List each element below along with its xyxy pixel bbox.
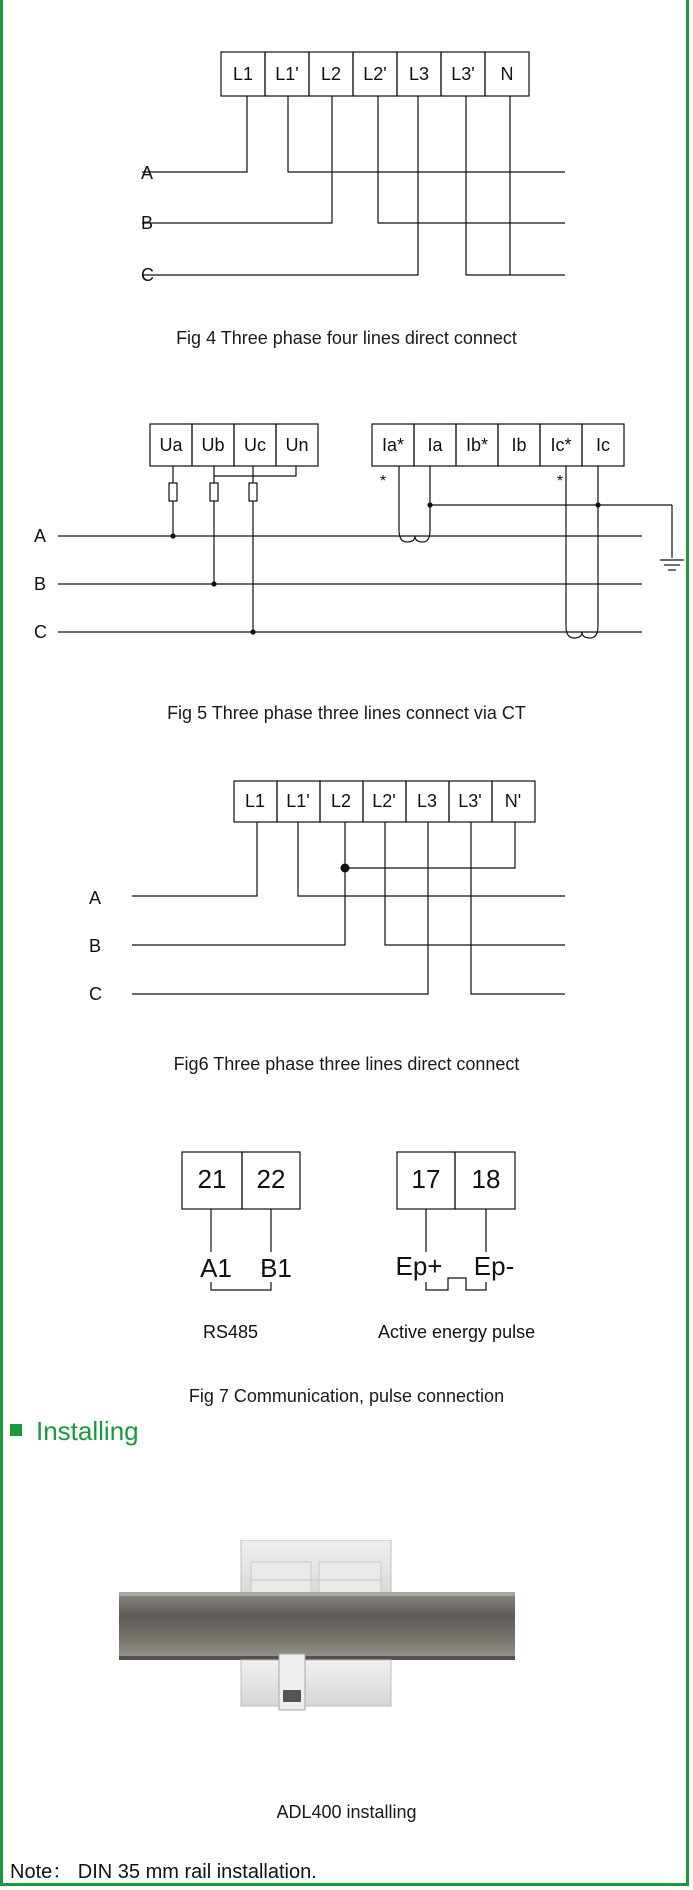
fig6-terminal-label: N' (504, 791, 522, 811)
fig5-current-label: Ib* (465, 435, 489, 455)
fig4-terminal-label: L1 (232, 64, 254, 84)
fig5-polarity-mark: * (379, 473, 387, 490)
pulse-signal-label: Ep+ (395, 1251, 443, 1281)
fig5-current-label: Ia (427, 435, 443, 455)
fig5-phase-label: B (34, 574, 47, 594)
fig4-terminal-label: L2 (320, 64, 342, 84)
fig4-terminal-label: N (500, 64, 514, 84)
fig4-terminal-label: L1' (275, 64, 299, 84)
din-rail (119, 1592, 515, 1660)
fig5-voltage-label: Uc (244, 435, 266, 455)
fig6-phase-label: A (89, 888, 102, 908)
rs485-signal-label: B1 (260, 1253, 292, 1283)
fig5-current-block (372, 424, 624, 466)
fig6-terminal-label: L3' (458, 791, 482, 811)
fig4-terminal-label: L3 (408, 64, 430, 84)
fig5-polarity-mark: * (556, 473, 564, 490)
fig5-voltage-wires (169, 466, 296, 632)
rs485-signal-label: A1 (200, 1253, 232, 1283)
fig4-caption: Fig 4 Three phase four lines direct connect (176, 328, 517, 348)
fig4-terminal-label: L2' (363, 64, 387, 84)
photo-caption: ADL400 installing (276, 1802, 417, 1822)
fig4-phase-label: C (141, 265, 154, 285)
fig5-phase-label: A (34, 526, 47, 546)
rs485-terminal-number: 21 (197, 1164, 227, 1194)
fig4-terminal-label: L3' (451, 64, 475, 84)
fig4-wires (142, 96, 565, 275)
fig6-terminal-label: L1 (244, 791, 266, 811)
pulse-signal-label: Ep- (473, 1251, 515, 1281)
installing-heading (10, 1416, 139, 1447)
fig6-wires (132, 822, 565, 994)
fig6-phase-label: B (89, 936, 102, 956)
din-rail-installation-photo (119, 1540, 515, 1715)
fig6-caption: Fig6 Three phase three lines direct connect (173, 1054, 520, 1074)
fig4-phase-label: B (141, 213, 154, 233)
fig5-bus-lines (58, 536, 642, 632)
fig5-voltage-label: Un (285, 435, 309, 455)
fig6-terminal-label: L3 (416, 791, 438, 811)
fig5-voltage-label: Ub (201, 435, 225, 455)
fig5-current-label: Ic* (550, 435, 572, 455)
fig5-caption: Fig 5 Three phase three lines connect via CT (167, 703, 526, 723)
pulse-terminal-number: 18 (471, 1164, 501, 1194)
device-bottom (241, 1654, 391, 1710)
fig5-phase-label: C (34, 622, 47, 642)
fig6-terminal-label: L2' (372, 791, 396, 811)
fig6-phase-label: C (89, 984, 102, 1004)
fig4-phase-label: A (141, 163, 154, 183)
rs485-terminal-number: 22 (256, 1164, 286, 1194)
fig5-current-label: Ic (595, 435, 611, 455)
fig7-caption: Fig 7 Communication, pulse connection (188, 1386, 505, 1406)
fig6-terminal-label: L1' (286, 791, 310, 811)
fig6-terminal-label: L2 (330, 791, 352, 811)
junction-dots (170, 502, 600, 872)
rs485-label: RS485 (203, 1322, 259, 1342)
bullet-square-icon (10, 1424, 22, 1436)
fig5-current-label: Ib (511, 435, 527, 455)
installing-heading-text: Installing (36, 1416, 139, 1446)
pulse-label: Active energy pulse (378, 1322, 536, 1342)
fig5-current-label: Ia* (381, 435, 405, 455)
fig5-voltage-label: Ua (159, 435, 183, 455)
fig5-current-wires (399, 466, 684, 638)
pulse-terminal-number: 17 (411, 1164, 441, 1194)
installation-note: Note： DIN 35 mm rail installation. (10, 1861, 317, 1883)
